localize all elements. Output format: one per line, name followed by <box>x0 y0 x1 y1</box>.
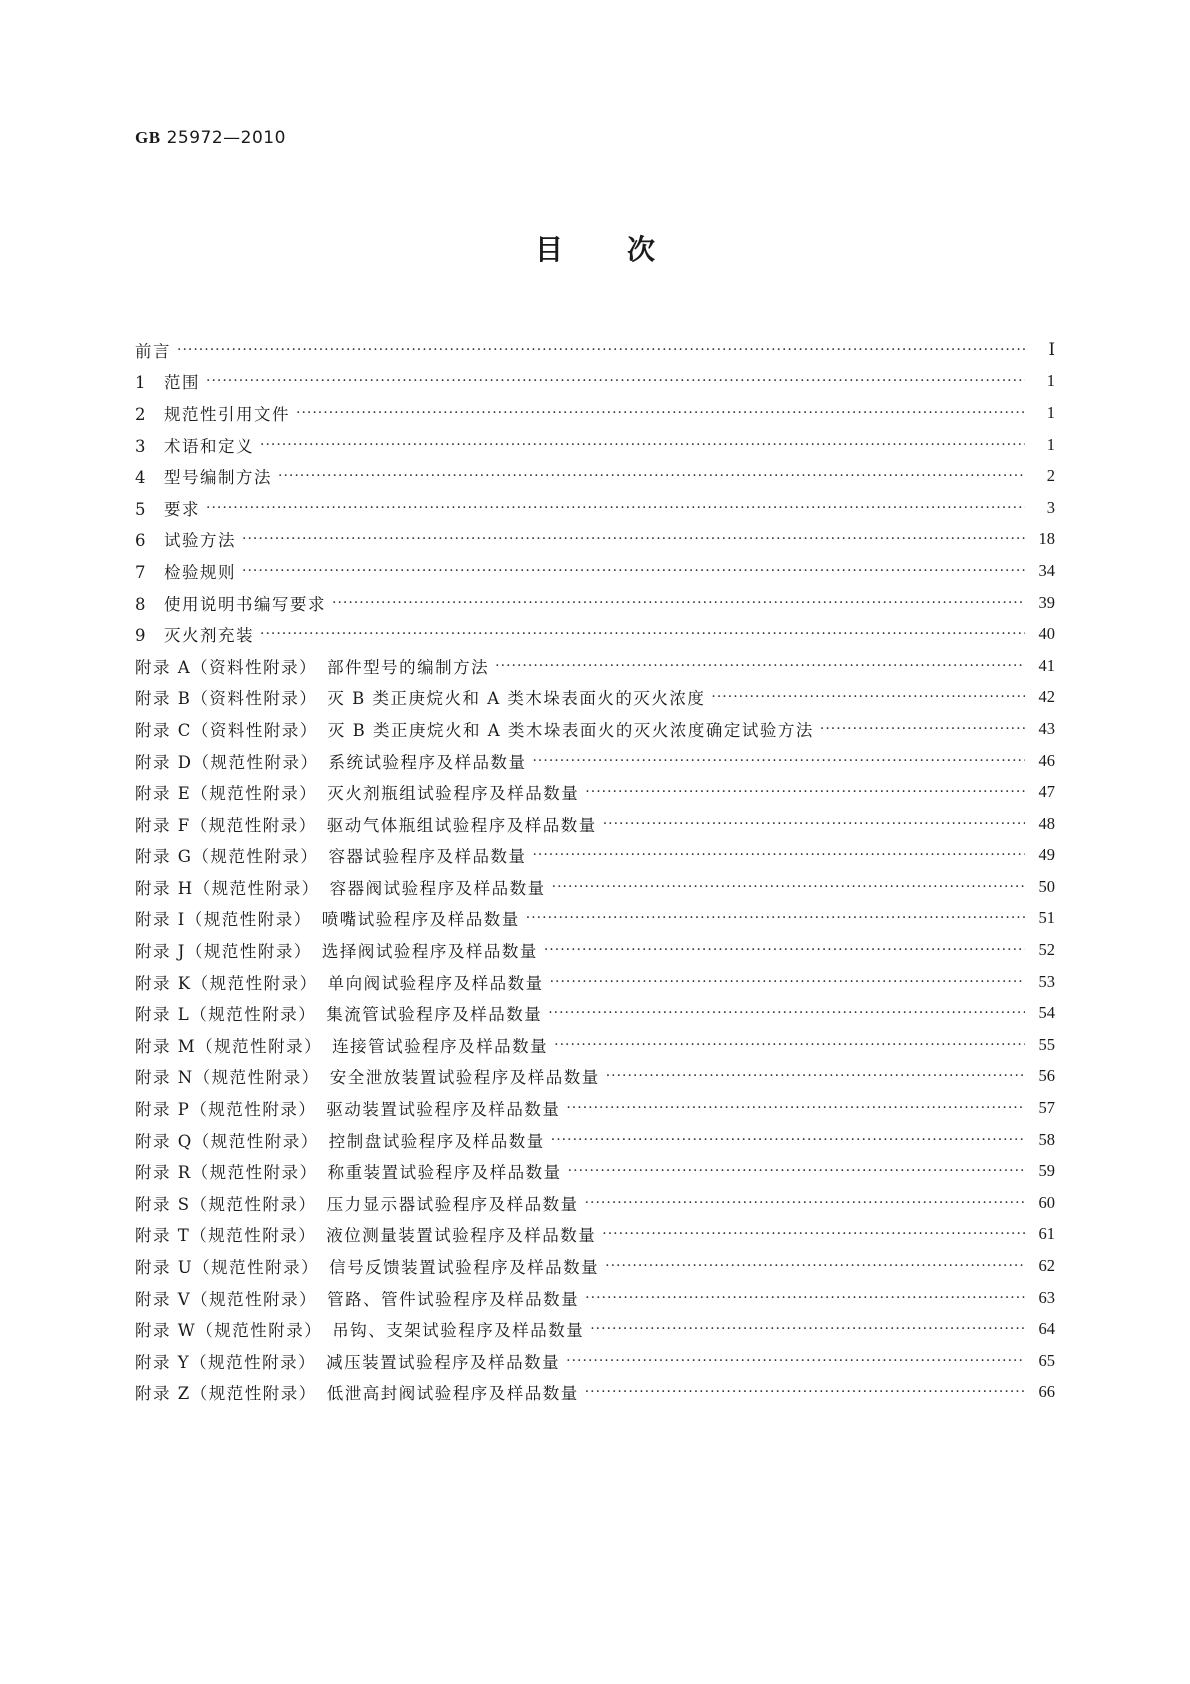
toc-entry[interactable] <box>135 682 1055 714</box>
toc-page-number: Ⅰ <box>1048 339 1055 359</box>
toc-entry[interactable] <box>135 524 1055 556</box>
toc-entry-label <box>135 654 489 678</box>
toc-entry-label <box>135 843 526 867</box>
toc-entry[interactable] <box>135 997 1055 1029</box>
toc-page-number: 39 <box>1038 592 1055 612</box>
toc-section-number: 6 <box>135 531 147 551</box>
toc-dot-leader <box>495 658 1025 674</box>
toc-annex-prefix: 附录 R（规范性附录） <box>135 1163 318 1183</box>
toc-dot-leader <box>820 721 1025 737</box>
toc-entry-label <box>135 938 538 962</box>
toc-page-number: 46 <box>1038 750 1055 770</box>
toc-annex-prefix: 附录 T（规范性附录） <box>135 1226 317 1246</box>
toc-entry-label <box>135 906 520 930</box>
toc-annex-prefix: 附录 J（规范性附录） <box>135 942 312 962</box>
toc-entry[interactable] <box>135 1092 1055 1124</box>
toc-entry[interactable] <box>135 618 1055 650</box>
toc-page-number: 48 <box>1038 813 1055 833</box>
toc-entry[interactable] <box>135 555 1055 587</box>
toc-annex-prefix: 附录 D（规范性附录） <box>135 752 319 772</box>
toc-annex-prefix: 附录 N（规范性附录） <box>135 1068 320 1088</box>
toc-dot-leader <box>552 879 1025 895</box>
toc-entry-title: 术语和定义 <box>164 436 254 456</box>
toc-entry[interactable] <box>135 1155 1055 1187</box>
toc-entry[interactable] <box>135 650 1055 682</box>
toc-entry-title: 容器试验程序及样品数量 <box>328 847 527 867</box>
toc-page-number: 60 <box>1038 1192 1055 1212</box>
toc-entry-title: 灭火剂瓶组试验程序及样品数量 <box>327 784 580 804</box>
toc-annex-prefix: 附录 F（规范性附录） <box>135 815 317 835</box>
toc-page-number: 40 <box>1038 624 1055 644</box>
toc-entry-label <box>135 717 814 741</box>
toc-entry-title: 吊钩、支架试验程序及样品数量 <box>332 1321 585 1341</box>
toc-page-number: 49 <box>1038 845 1055 865</box>
toc-entry-label <box>135 875 546 899</box>
toc-entry-title: 系统试验程序及样品数量 <box>328 752 527 772</box>
toc-entry-title: 管路、管件试验程序及样品数量 <box>327 1289 580 1309</box>
toc-dot-leader <box>532 753 1025 769</box>
toc-entry[interactable] <box>135 587 1055 619</box>
toc-dot-leader <box>585 1290 1025 1306</box>
toc-page-number: 1 <box>1046 434 1055 454</box>
toc-page-number: 63 <box>1038 1287 1055 1307</box>
toc-section-number: 7 <box>135 562 147 582</box>
toc-entry[interactable] <box>135 1219 1055 1251</box>
toc-entry-title: 低泄高封阀试验程序及样品数量 <box>326 1384 579 1404</box>
toc-dot-leader <box>554 1037 1025 1053</box>
toc-entry[interactable] <box>135 1313 1055 1345</box>
toc-dot-leader <box>566 1353 1025 1369</box>
toc-entry-title: 试验方法 <box>164 531 236 551</box>
table-of-contents <box>135 334 1055 1408</box>
toc-entry-title: 驱动气体瓶组试验程序及样品数量 <box>326 815 597 835</box>
toc-dot-leader <box>206 373 1025 389</box>
toc-entry-title: 单向阀试验程序及样品数量 <box>327 973 544 993</box>
toc-entry-label <box>135 1096 560 1120</box>
toc-annex-prefix: 附录 P（规范性附录） <box>135 1100 317 1120</box>
toc-dot-leader <box>548 1005 1025 1021</box>
toc-page-number: 55 <box>1038 1034 1055 1054</box>
toc-page-number: 43 <box>1038 718 1055 738</box>
toc-dot-leader <box>544 942 1025 958</box>
toc-entry-title: 液位测量装置试验程序及样品数量 <box>326 1226 597 1246</box>
toc-dot-leader <box>566 1100 1025 1116</box>
toc-entry[interactable] <box>135 1250 1055 1282</box>
toc-entry-label <box>135 369 200 393</box>
toc-page-number: 50 <box>1038 876 1055 896</box>
toc-entry[interactable] <box>135 1187 1055 1219</box>
toc-annex-prefix: 附录 U（规范性附录） <box>135 1258 320 1278</box>
toc-dot-leader <box>206 500 1025 516</box>
toc-entry-label <box>135 1001 542 1025</box>
toc-page-number: 1 <box>1046 402 1055 422</box>
toc-page-number: 51 <box>1038 908 1055 928</box>
toc-dot-leader <box>551 1132 1025 1148</box>
toc-entry-title: 减压装置试验程序及样品数量 <box>326 1352 561 1372</box>
toc-entry-label <box>135 812 597 836</box>
toc-entry[interactable] <box>135 776 1055 808</box>
toc-annex-prefix: 附录 M（规范性附录） <box>135 1036 323 1056</box>
toc-page-number: 64 <box>1038 1319 1055 1339</box>
toc-page-number: 34 <box>1038 560 1055 580</box>
toc-entry-label <box>135 1191 579 1215</box>
toc-entry[interactable] <box>135 397 1055 429</box>
toc-entry-label <box>135 464 272 488</box>
toc-entry-label <box>135 622 254 646</box>
toc-entry-label <box>135 1128 545 1152</box>
toc-entry-title: 灭 B 类正庚烷火和 A 类木垛表面火的灭火浓度 <box>327 689 706 709</box>
toc-entry[interactable] <box>135 1061 1055 1093</box>
toc-section-number: 3 <box>135 436 147 456</box>
toc-dot-leader <box>602 1226 1025 1242</box>
toc-entry-label <box>135 685 705 709</box>
toc-dot-leader <box>585 1384 1025 1400</box>
toc-page-number: 59 <box>1038 1161 1055 1181</box>
toc-entry-title: 驱动装置试验程序及样品数量 <box>326 1100 561 1120</box>
toc-annex-prefix: 附录 H（规范性附录） <box>135 878 320 898</box>
toc-dot-leader <box>177 342 1025 358</box>
toc-entry-title: 喷嘴试验程序及样品数量 <box>321 910 520 930</box>
toc-entry[interactable] <box>135 966 1055 998</box>
toc-page-number: 3 <box>1046 497 1055 517</box>
toc-entry-title: 控制盘试验程序及样品数量 <box>328 1131 545 1151</box>
toc-page-number: 66 <box>1038 1382 1055 1402</box>
toc-section-number: 2 <box>135 404 147 424</box>
toc-dot-leader <box>568 1163 1025 1179</box>
page-title: 目次 <box>534 233 719 266</box>
toc-dot-leader <box>260 626 1025 642</box>
toc-entry-title: 信号反馈装置试验程序及样品数量 <box>329 1258 600 1278</box>
toc-dot-leader <box>585 784 1025 800</box>
toc-dot-leader <box>603 816 1025 832</box>
toc-entry[interactable] <box>135 871 1055 903</box>
toc-entry[interactable] <box>135 745 1055 777</box>
toc-entry[interactable] <box>135 460 1055 492</box>
toc-entry[interactable] <box>135 492 1055 524</box>
toc-section-number: 5 <box>135 499 147 519</box>
toc-page-number: 1 <box>1046 371 1055 391</box>
toc-dot-leader <box>606 1068 1025 1084</box>
toc-dot-leader <box>526 910 1025 926</box>
toc-page-number: 57 <box>1038 1098 1055 1118</box>
toc-entry-label <box>135 401 290 425</box>
toc-page-number: 65 <box>1038 1350 1055 1370</box>
toc-entry-title: 称重装置试验程序及样品数量 <box>327 1163 562 1183</box>
toc-dot-leader <box>550 974 1025 990</box>
toc-entry-title: 选择阀试验程序及样品数量 <box>321 942 538 962</box>
toc-entry[interactable] <box>135 1282 1055 1314</box>
toc-entry-title: 安全泄放装置试验程序及样品数量 <box>329 1068 600 1088</box>
toc-section-number: 4 <box>135 468 147 488</box>
toc-entry-label <box>135 1286 579 1310</box>
toc-entry-label <box>135 559 236 583</box>
toc-entry-title: 要求 <box>164 499 200 519</box>
toc-page-number: 58 <box>1038 1129 1055 1149</box>
toc-annex-prefix: 附录 W（规范性附录） <box>135 1321 323 1341</box>
toc-entry[interactable] <box>135 429 1055 461</box>
toc-dot-leader <box>242 531 1025 547</box>
toc-page-number: 2 <box>1046 466 1055 486</box>
toc-entry[interactable] <box>135 808 1055 840</box>
toc-dot-leader <box>585 1195 1025 1211</box>
toc-entry-label <box>135 780 579 804</box>
toc-page-number: 47 <box>1038 782 1055 802</box>
toc-entry-label <box>135 338 171 362</box>
toc-annex-prefix: 附录 G（规范性附录） <box>135 847 319 867</box>
toc-annex-prefix: 附录 Z（规范性附录） <box>135 1384 317 1404</box>
toc-section-number: 1 <box>135 373 147 393</box>
toc-dot-leader <box>296 405 1025 421</box>
toc-annex-prefix: 附录 V（规范性附录） <box>135 1289 318 1309</box>
standard-number <box>135 128 286 148</box>
toc-section-number: 8 <box>135 594 147 614</box>
toc-page-number: 42 <box>1038 687 1055 707</box>
toc-entry-title: 型号编制方法 <box>164 468 272 488</box>
toc-annex-prefix: 附录 K（规范性附录） <box>135 973 318 993</box>
toc-dot-leader <box>278 468 1025 484</box>
toc-entry-label <box>135 970 544 994</box>
toc-entry[interactable] <box>135 934 1055 966</box>
toc-entry[interactable] <box>135 1345 1055 1377</box>
toc-page-number: 52 <box>1038 940 1055 960</box>
toc-annex-prefix: 附录 S（规范性附录） <box>135 1194 317 1214</box>
toc-annex-prefix: 附录 I（规范性附录） <box>135 910 312 930</box>
toc-page-number: 61 <box>1038 1224 1055 1244</box>
toc-annex-prefix: 附录 L（规范性附录） <box>135 1005 317 1025</box>
toc-entry-title: 部件型号的编制方法 <box>327 657 490 677</box>
toc-page-number: 62 <box>1038 1256 1055 1276</box>
toc-dot-leader <box>260 437 1025 453</box>
standard-code: 25972—2010 <box>166 128 286 148</box>
toc-page-number: 56 <box>1038 1066 1055 1086</box>
toc-entry-title: 检验规则 <box>164 562 236 582</box>
toc-dot-leader <box>242 563 1025 579</box>
toc-entry-title: 前言 <box>135 341 171 361</box>
toc-entry[interactable] <box>135 366 1055 398</box>
toc-annex-prefix: 附录 E（规范性附录） <box>135 784 318 804</box>
toc-entry-title: 连接管试验程序及样品数量 <box>332 1036 549 1056</box>
toc-annex-prefix: 附录 B（资料性附录） <box>135 689 318 709</box>
toc-entry[interactable] <box>135 713 1055 745</box>
toc-entry-label <box>135 433 254 457</box>
toc-section-number: 9 <box>135 626 147 646</box>
toc-entry-label <box>135 749 526 773</box>
toc-entry-label <box>135 1380 579 1404</box>
toc-page-number: 41 <box>1038 655 1055 675</box>
toc-entry-label <box>135 1317 584 1341</box>
toc-entry-title: 灭火剂充装 <box>164 626 254 646</box>
toc-entry-label <box>135 1254 599 1278</box>
toc-annex-prefix: 附录 A（资料性附录） <box>135 657 318 677</box>
toc-entry-title: 规范性引用文件 <box>164 404 290 424</box>
toc-entry-label <box>135 1033 548 1057</box>
toc-entry[interactable] <box>135 840 1055 872</box>
toc-dot-leader <box>605 1258 1025 1274</box>
toc-page-number: 54 <box>1038 1003 1055 1023</box>
toc-entry[interactable] <box>135 334 1055 366</box>
toc-entry-title: 集流管试验程序及样品数量 <box>326 1005 543 1025</box>
toc-entry[interactable] <box>135 1124 1055 1156</box>
toc-annex-prefix: 附录 Y（规范性附录） <box>135 1352 317 1372</box>
toc-entry[interactable] <box>135 903 1055 935</box>
toc-page-number: 18 <box>1038 529 1055 549</box>
toc-entry-label <box>135 496 200 520</box>
toc-entry[interactable] <box>135 1029 1055 1061</box>
toc-dot-leader <box>332 595 1025 611</box>
toc-page-number: 53 <box>1038 971 1055 991</box>
toc-annex-prefix: 附录 Q（规范性附录） <box>135 1131 319 1151</box>
toc-dot-leader <box>590 1321 1025 1337</box>
toc-entry-title: 压力显示器试验程序及样品数量 <box>326 1194 579 1214</box>
toc-annex-prefix: 附录 C（资料性附录） <box>135 720 318 740</box>
toc-entry-label <box>135 591 326 615</box>
toc-entry-label <box>135 1159 562 1183</box>
toc-entry[interactable] <box>135 1377 1055 1409</box>
toc-entry-title: 灭 B 类正庚烷火和 A 类木垛表面火的灭火浓度确定试验方法 <box>327 720 814 740</box>
toc-entry-label <box>135 1222 596 1246</box>
toc-entry-label <box>135 1064 600 1088</box>
toc-dot-leader <box>532 847 1025 863</box>
toc-entry-title: 容器阀试验程序及样品数量 <box>329 878 546 898</box>
toc-entry-title: 范围 <box>164 373 200 393</box>
standard-prefix: GB <box>135 128 161 147</box>
toc-entry-title: 使用说明书编写要求 <box>164 594 326 614</box>
toc-entry-label <box>135 1349 560 1373</box>
toc-dot-leader <box>711 689 1025 705</box>
toc-entry-label <box>135 527 236 551</box>
